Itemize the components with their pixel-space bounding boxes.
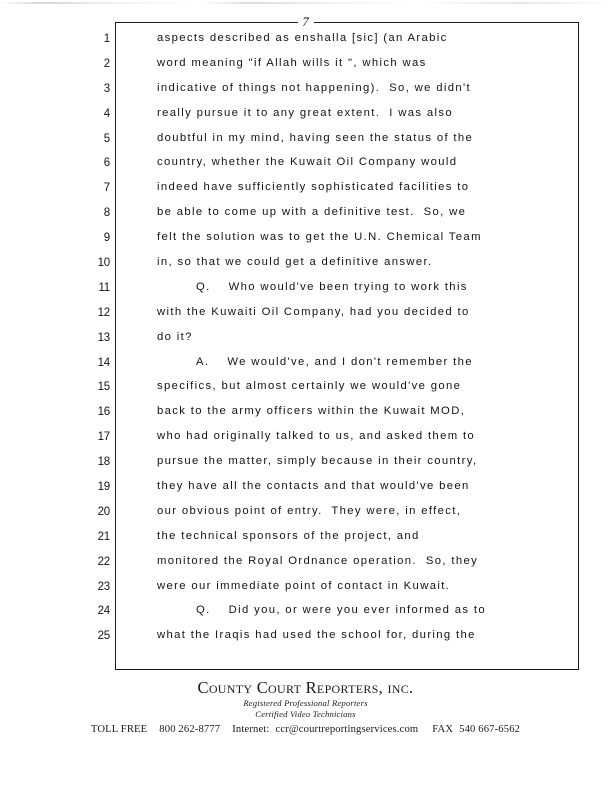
scan-top-edge bbox=[0, 2, 611, 4]
transcript-line bbox=[0, 627, 611, 652]
internet-label: Internet: bbox=[232, 724, 270, 735]
line-text: word meaning "if Allah wills it ", which was bbox=[157, 56, 427, 69]
transcript-line bbox=[0, 130, 611, 155]
line-number: 16 bbox=[97, 406, 110, 419]
line-number: 11 bbox=[98, 281, 110, 294]
fax-label: FAX bbox=[432, 724, 454, 735]
line-number: 1 bbox=[103, 33, 110, 45]
line-number: 21 bbox=[97, 530, 110, 543]
transcript-line bbox=[0, 553, 611, 578]
line-text: monitored the Royal Ordnance operation. So, they bbox=[157, 554, 479, 567]
line-text: our obvious point of entry. They were, in effect, bbox=[157, 504, 462, 517]
line-text: they have all the contacts and that would've been bbox=[157, 480, 470, 493]
transcript-line bbox=[0, 154, 611, 179]
line-text: indicative of things not happening). So, we didn't bbox=[157, 81, 472, 94]
firm-tagline-registered: Registered Professional Reporters bbox=[243, 698, 368, 708]
transcript-line bbox=[0, 204, 611, 229]
transcript-line bbox=[0, 254, 611, 279]
line-number: 15 bbox=[97, 381, 110, 394]
line-number: 6 bbox=[103, 157, 110, 170]
line-number: 12 bbox=[97, 306, 110, 319]
line-text: who had originally talked to us, and asked them to bbox=[157, 430, 476, 443]
line-number: 4 bbox=[103, 107, 110, 120]
line-number: 22 bbox=[97, 555, 110, 568]
fax-number: 540 667-6562 bbox=[459, 724, 521, 735]
line-number: 24 bbox=[97, 605, 110, 618]
transcript-line bbox=[0, 30, 611, 55]
line-text: really pursue it to any great extent. I was also bbox=[157, 106, 453, 119]
firm-tagline-certified: Certified Video Technicians bbox=[255, 708, 356, 719]
line-number: 18 bbox=[97, 456, 110, 469]
line-text: aspects described as enshalla [sic] (an Arabic bbox=[157, 32, 448, 44]
line-number: 7 bbox=[103, 182, 110, 195]
line-text: do it? bbox=[157, 330, 193, 343]
transcript-line bbox=[0, 503, 611, 528]
line-text: were our immediate point of contact in Kuwait. bbox=[157, 579, 451, 592]
line-text: felt the solution was to get the U.N. Chemical Team bbox=[157, 231, 482, 244]
transcript-line bbox=[0, 179, 611, 204]
line-text: be able to come up with a definitive test. So, we bbox=[157, 206, 467, 219]
transcript-line bbox=[0, 578, 611, 603]
line-text: A. We would've, and I don't remember the bbox=[196, 355, 473, 368]
page-number: 7 bbox=[0, 14, 611, 30]
line-number: 23 bbox=[97, 580, 110, 593]
line-number: 13 bbox=[97, 331, 110, 344]
line-text: specifics, but almost certainly we would've gone bbox=[157, 380, 462, 393]
line-text: what the Iraqis had used the school for, during the bbox=[157, 629, 476, 642]
toll-free-label: TOLL FREE bbox=[90, 724, 148, 735]
transcript-line bbox=[0, 80, 611, 105]
line-text: country, whether the Kuwait Oil Company would bbox=[157, 156, 458, 169]
line-text: pursue the matter, simply because in their country, bbox=[157, 455, 478, 468]
line-number: 9 bbox=[103, 232, 110, 245]
transcript-line bbox=[0, 329, 611, 354]
line-text: with the Kuwaiti Oil Company, had you decided to bbox=[157, 305, 470, 318]
transcript-line bbox=[0, 528, 611, 553]
transcript-line bbox=[0, 304, 611, 329]
page-footer bbox=[0, 678, 611, 735]
transcript-line bbox=[0, 428, 611, 453]
reporting-firm-name: County Court Reporters, inc. bbox=[197, 678, 414, 697]
transcript-line bbox=[0, 105, 611, 130]
line-text: indeed have sufficiently sophisticated facilities to bbox=[157, 181, 470, 194]
line-text: doubtful in my mind, having seen the status of the bbox=[157, 131, 474, 144]
line-number: 10 bbox=[97, 257, 110, 270]
transcript-line bbox=[0, 279, 611, 304]
line-text: Q. Did you, or were you ever informed as to bbox=[196, 604, 487, 617]
line-number: 14 bbox=[97, 356, 110, 369]
line-number: 3 bbox=[103, 82, 110, 95]
line-number: 17 bbox=[97, 431, 110, 444]
line-number: 25 bbox=[97, 630, 110, 643]
line-number: 20 bbox=[97, 505, 110, 518]
line-text: in, so that we could get a definitive answer. bbox=[157, 256, 433, 269]
internet-address: ccr@courtreportingservices.com bbox=[275, 724, 419, 735]
line-number: 2 bbox=[103, 57, 110, 70]
transcript-line bbox=[0, 55, 611, 80]
transcript-line bbox=[0, 378, 611, 403]
line-text: back to the army officers within the Kuwait MOD, bbox=[157, 405, 466, 418]
transcript-line bbox=[0, 229, 611, 254]
transcript-line bbox=[0, 354, 611, 379]
line-text: Q. Who would've been trying to work this bbox=[196, 280, 468, 293]
line-text: the technical sponsors of the project, and bbox=[157, 529, 420, 542]
line-number: 5 bbox=[103, 132, 110, 145]
line-number: 19 bbox=[97, 481, 110, 494]
transcript-body bbox=[0, 30, 611, 652]
line-number: 8 bbox=[103, 207, 110, 220]
transcript-line bbox=[0, 478, 611, 503]
firm-contact-line bbox=[0, 724, 611, 735]
transcript-line bbox=[0, 602, 611, 627]
transcript-line bbox=[0, 403, 611, 428]
transcript-line bbox=[0, 453, 611, 478]
toll-free-number: 800 262-8777 bbox=[159, 724, 221, 735]
